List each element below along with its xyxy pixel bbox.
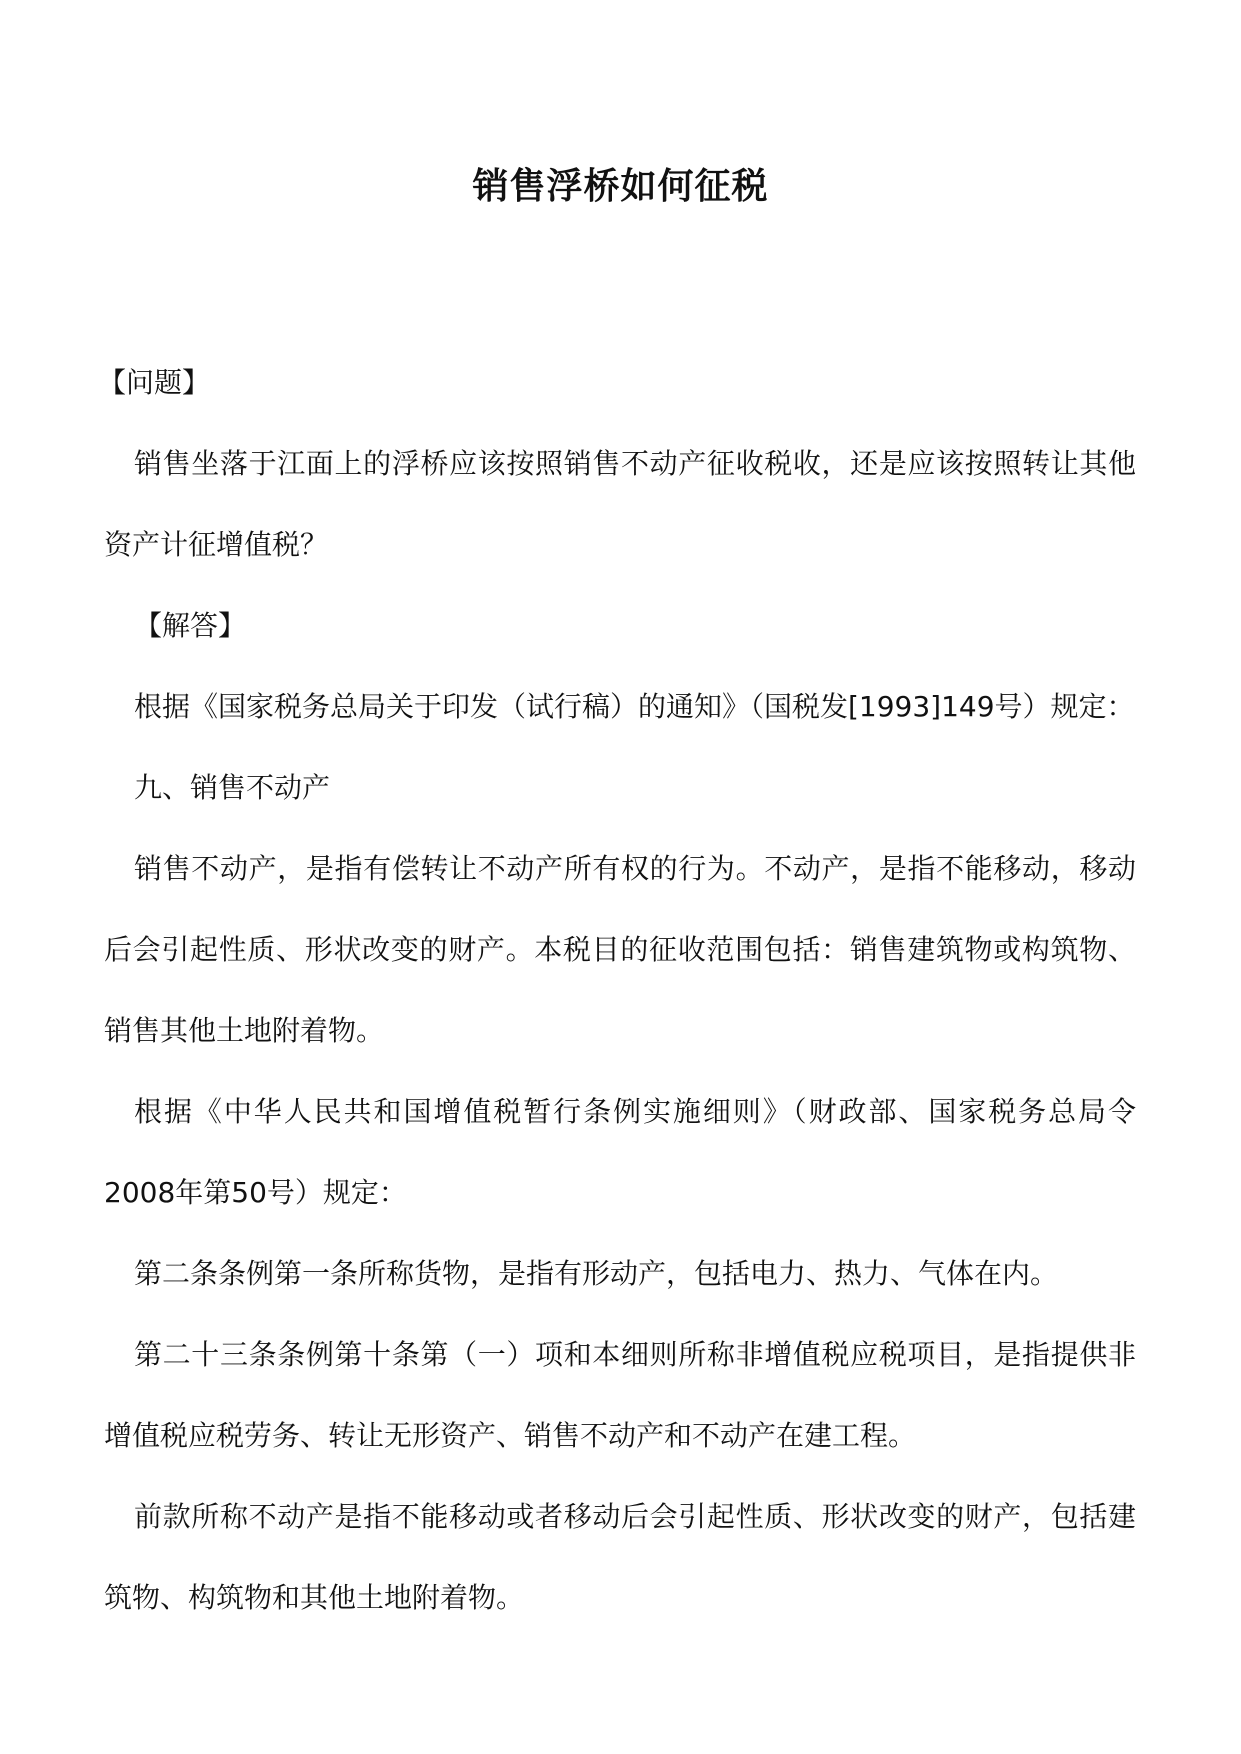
question-text: 销售坐落于江面上的浮桥应该按照销售不动产征收税收，还是应该按照转让其他资产计征增值税？ — [104, 447, 1136, 561]
paragraph: 根据《中华人民共和国增值税暂行条例实施细则》（财政部、国家税务总局令2008年第50号）规定： — [104, 1095, 1136, 1209]
answer-heading: 【解答】 — [134, 609, 247, 642]
paragraph: 第二十三条条例第十条第（一）项和本细则所称非增值税应税项目，是指提供非增值税应税劳务、转让无形资产、销售不动产和不动产在建工程。 — [104, 1338, 1136, 1452]
question-heading: 【问题】 — [98, 366, 211, 399]
paragraph: 前款所称不动产是指不能移动或者移动后会引起性质、形状改变的财产，包括建筑物、构筑物和其他土地附着物。 — [104, 1500, 1136, 1614]
paragraph: 九、销售不动产 — [134, 771, 331, 804]
document-title: 销售浮桥如何征税 — [472, 166, 769, 207]
paragraph: 销售不动产，是指有偿转让不动产所有权的行为。不动产，是指不能移动，移动后会引起性质、形状改变的财产。本税目的征收范围包括：销售建筑物或构筑物、销售其他土地附着物。 — [104, 852, 1136, 1047]
paragraph: 根据《国家税务总局关于印发（试行稿）的通知》（国税发[1993]149号）规定： — [134, 690, 1135, 723]
document-body — [98, 342, 1136, 1638]
paragraph: 第二条条例第一条所称货物，是指有形动产，包括电力、热力、气体在内。 — [134, 1257, 1059, 1290]
